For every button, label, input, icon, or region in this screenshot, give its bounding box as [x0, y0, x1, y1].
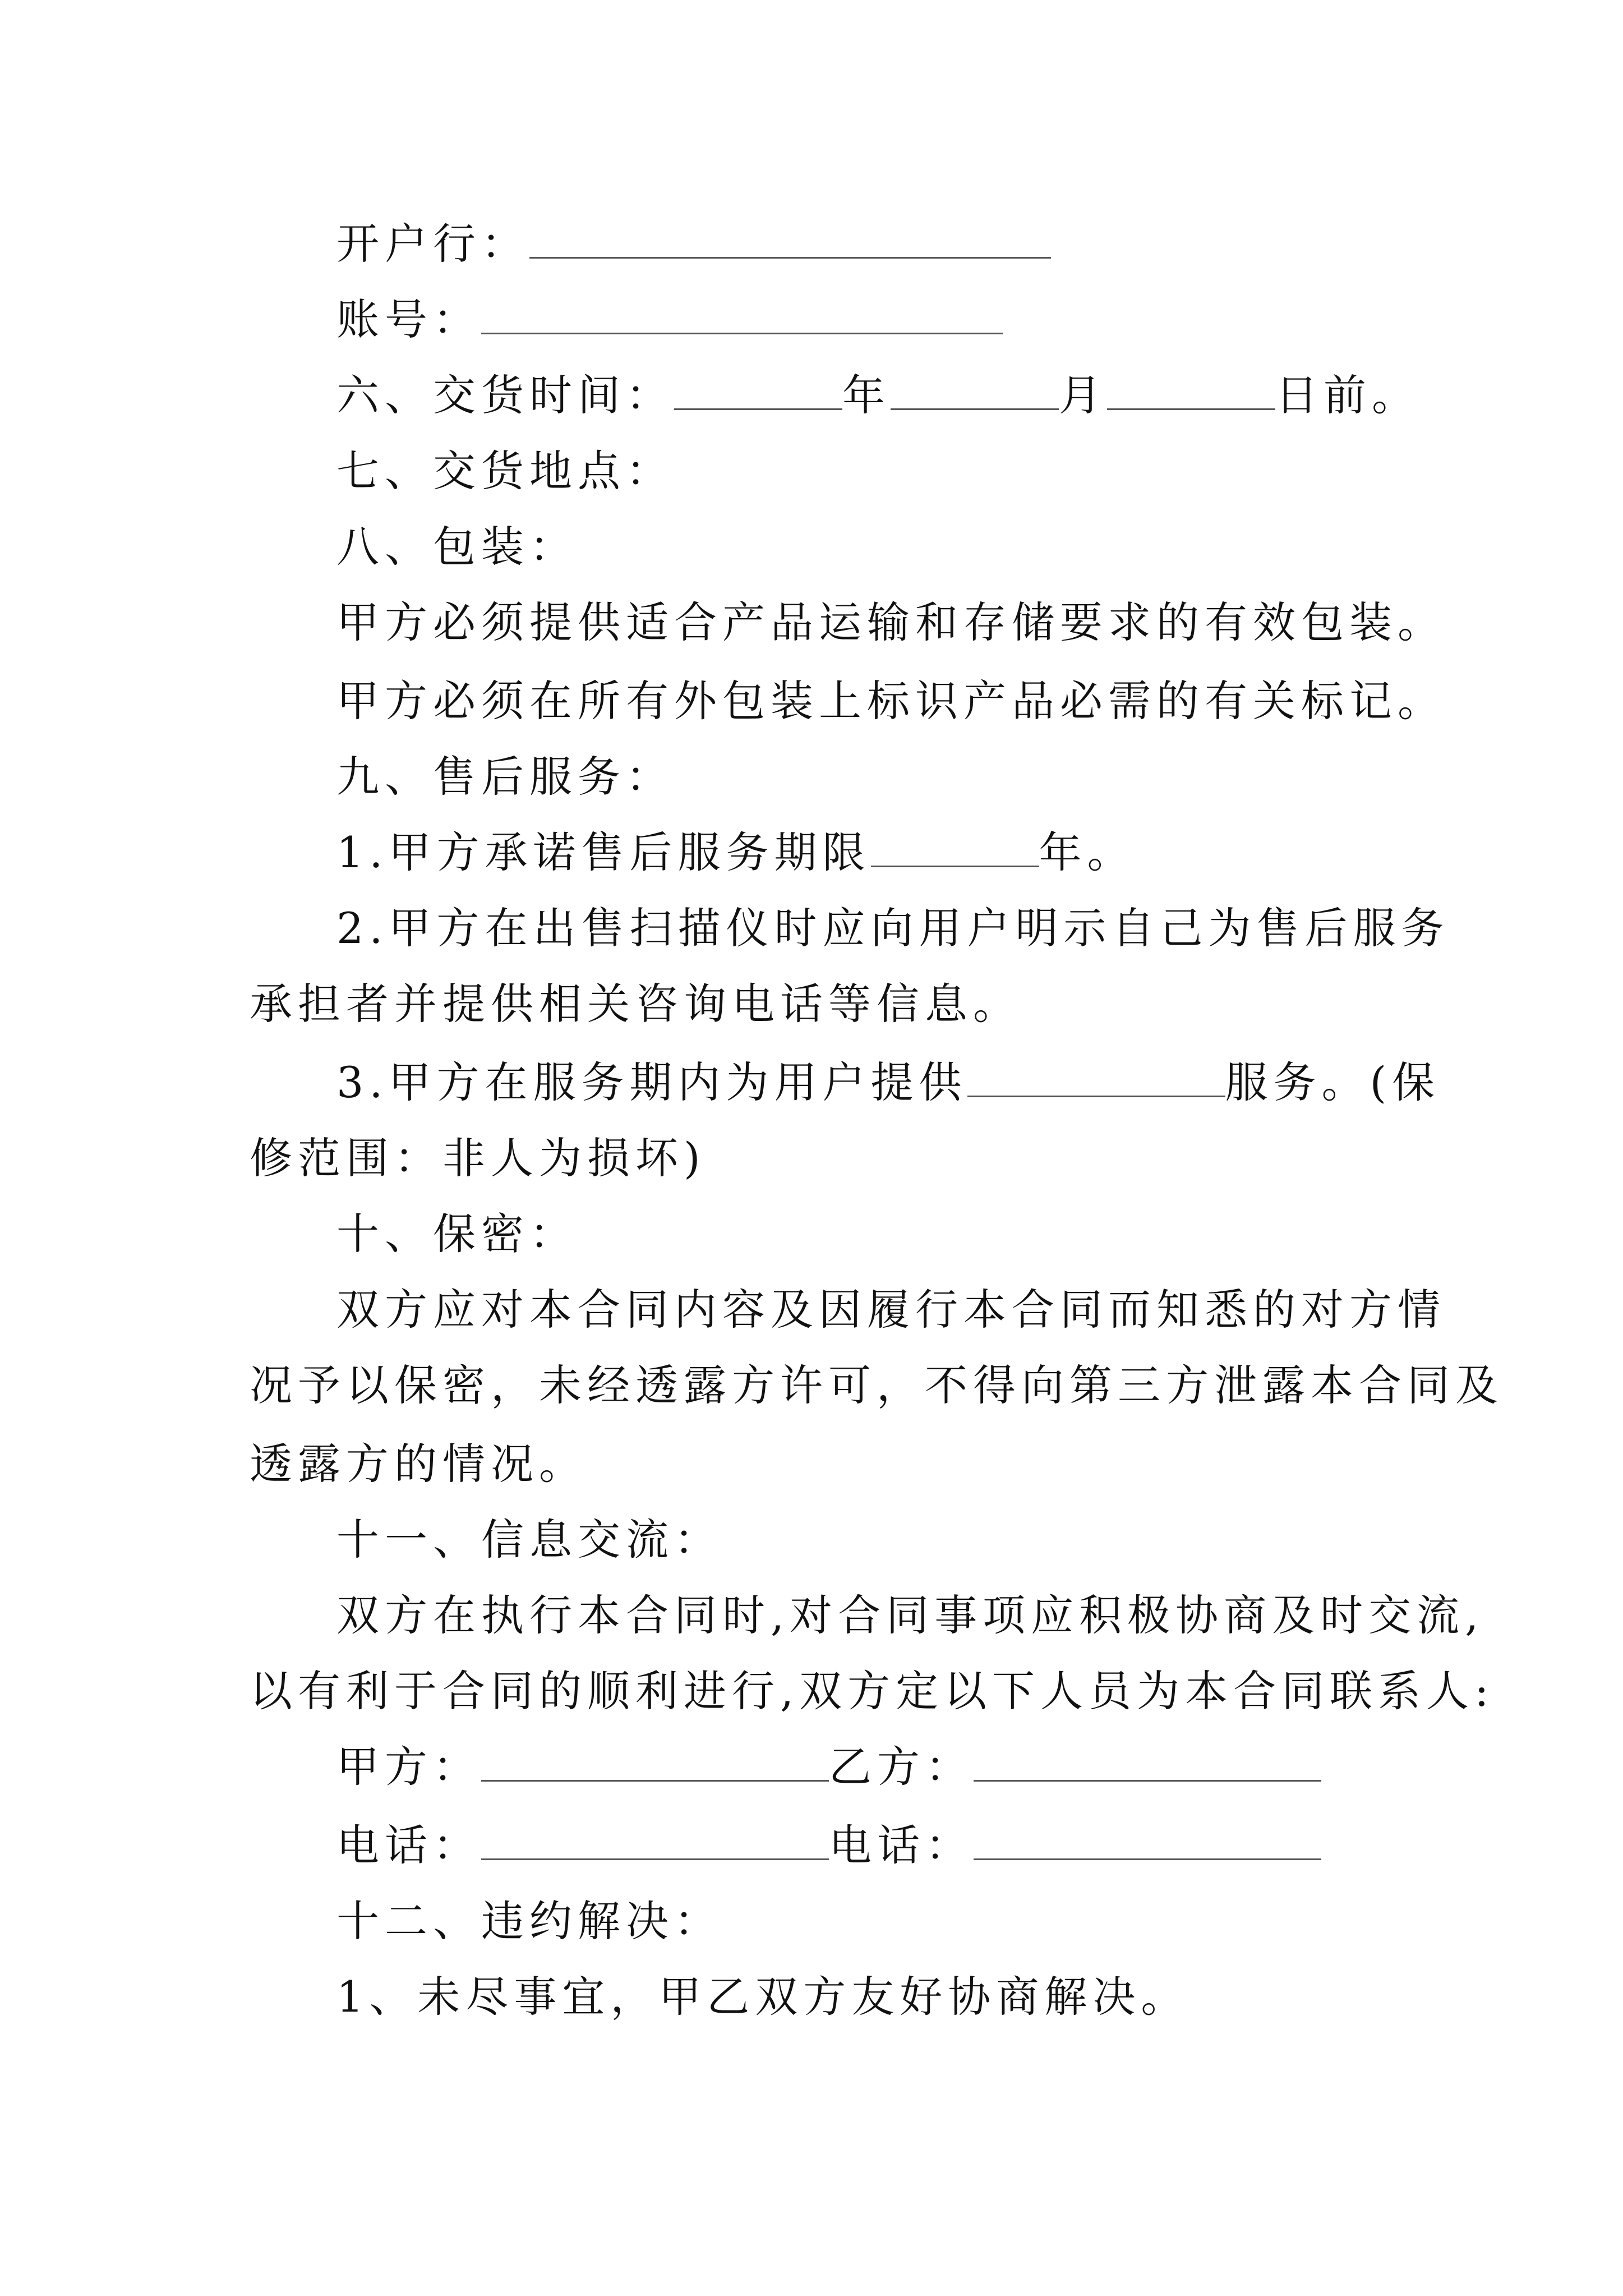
- phone-b-blank: [974, 1825, 1321, 1860]
- month-blank: [891, 375, 1059, 410]
- delivery-place-line: 七、交货地点：: [336, 446, 674, 496]
- info-exchange-line1: 双方在执行本合同时,对合同事项应积极协商及时交流,: [336, 1590, 1484, 1640]
- delivery-time-label: 六、交货时间：: [336, 370, 674, 420]
- bank-label: 开户行：: [336, 219, 529, 269]
- phone-a-label: 电话：: [336, 1820, 481, 1870]
- packaging-clause-2: 甲方必须在所有外包装上标识产品必需的有关标记。: [336, 676, 1446, 726]
- confidential-line3: 透露方的情况。: [250, 1439, 587, 1489]
- party-a-label: 甲方：: [336, 1742, 481, 1792]
- after-sales-clause-3-line1: [336, 1055, 1440, 1111]
- account-label: 账号：: [336, 295, 481, 344]
- phone-a-blank: [481, 1825, 829, 1860]
- as3-suffix: 服务。(保: [1225, 1057, 1441, 1107]
- confidential-line1: 双方应对本合同内容及因履行本合同而知悉的对方情: [336, 1285, 1446, 1335]
- month-text: 月: [1059, 370, 1107, 420]
- info-exchange-title: 十一、信息交流：: [336, 1515, 722, 1565]
- after-sales-clause-1: [336, 825, 1136, 881]
- delivery-time-line: [336, 367, 1420, 424]
- packaging-title: 八、包装：: [336, 522, 578, 572]
- as1-suffix: 年。: [1039, 827, 1136, 877]
- confidential-line2: 况予以保密，未经透露方许可，不得向第三方泄露本合同及: [250, 1360, 1504, 1410]
- contact-parties-line: [336, 1739, 1321, 1795]
- day-blank: [1107, 375, 1275, 410]
- bank-blank: [529, 223, 1051, 259]
- after-sales-clause-2-line1: 2.甲方在出售扫描仪时应向用户明示自己为售后服务: [336, 903, 1450, 953]
- after-sales-clause-2-line2: 承担者并提供相关咨询电话等信息。: [250, 979, 1021, 1029]
- account-blank: [481, 299, 1003, 334]
- contact-phones-line: [336, 1818, 1321, 1874]
- after-sales-clause-3-line2: 修范围：非人为损坏): [250, 1133, 706, 1183]
- phone-b-label: 电话：: [829, 1820, 974, 1870]
- service-years-blank: [871, 832, 1039, 867]
- party-b-blank: [974, 1746, 1321, 1782]
- as1-prefix: 1.甲方承诺售后服务期限: [336, 827, 871, 877]
- party-a-blank: [481, 1746, 829, 1782]
- account-line: [336, 292, 1003, 348]
- party-b-label: 乙方：: [829, 1742, 974, 1792]
- bank-line: [336, 216, 1051, 272]
- breach-title: 十二、违约解决：: [336, 1896, 722, 1946]
- as3-prefix: 3.甲方在服务期内为用户提供: [336, 1057, 967, 1107]
- info-exchange-line2: 以有利于合同的顺利进行,双方定以下人员为本合同联系人:: [250, 1666, 1495, 1716]
- year-text: 年: [842, 370, 891, 420]
- day-before-text: 日前。: [1275, 370, 1420, 420]
- after-sales-title: 九、售后服务：: [336, 752, 674, 802]
- breach-clause-1: 1、未尽事宜，甲乙双方友好协商解决。: [336, 1972, 1189, 2022]
- service-type-blank: [967, 1062, 1225, 1097]
- confidential-title: 十、保密：: [336, 1209, 578, 1259]
- packaging-clause-1: 甲方必须提供适合产品运输和存储要求的有效包装。: [336, 597, 1446, 647]
- year-blank: [674, 375, 842, 410]
